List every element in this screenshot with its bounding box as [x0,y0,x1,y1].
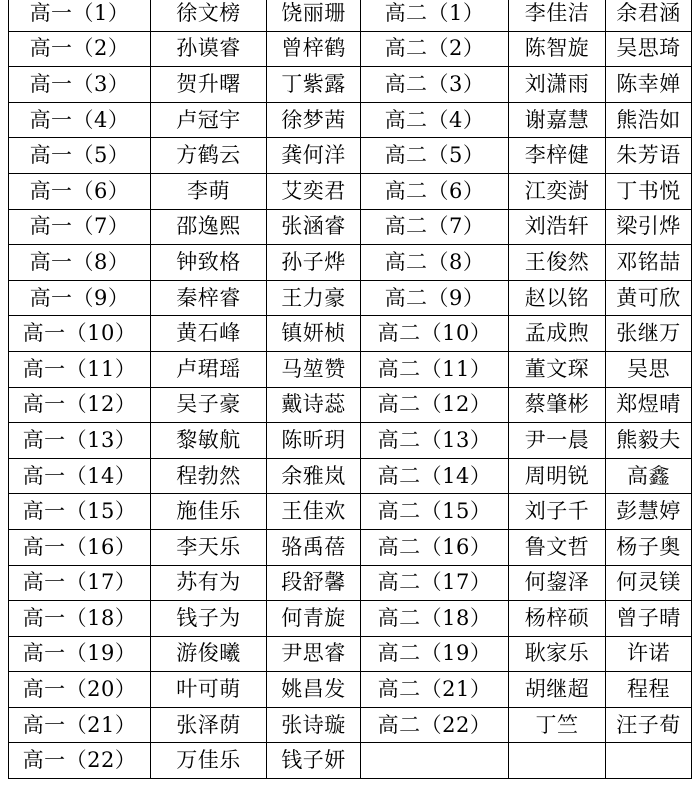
grade2-student-a-cell: 孟成煦 [509,316,606,352]
grade2-student-b-cell: 熊毅夫 [606,423,692,459]
table-row [9,672,692,708]
grade2-class-cell: 高二（22） [361,707,509,743]
grade2-class-cell: 高二（12） [361,387,509,423]
grade2-class-cell: 高二（10） [361,316,509,352]
table-row [9,494,692,530]
grade2-class-cell: 高二（14） [361,458,509,494]
grade2-student-b-cell: 黄可欣 [606,280,692,316]
grade1-class-cell: 高一（17） [9,565,151,601]
grade2-student-b-cell: 汪子荀 [606,707,692,743]
table-row [9,102,692,138]
grade1-student-a-cell: 李萌 [151,173,267,209]
grade2-class-cell: 高二（4） [361,102,509,138]
grade2-class-cell [361,743,509,779]
grade2-student-b-cell: 郑煜晴 [606,387,692,423]
table-row [9,458,692,494]
grade2-class-cell: 高二（17） [361,565,509,601]
grade1-student-a-cell: 施佳乐 [151,494,267,530]
grade1-student-b-cell: 丁紫露 [267,67,361,103]
grade1-class-cell: 高一（3） [9,67,151,103]
grade1-student-b-cell: 孙子烨 [267,245,361,281]
grade1-student-a-cell: 卢珺瑶 [151,351,267,387]
grade1-student-b-cell: 王力豪 [267,280,361,316]
grade1-student-b-cell: 曾梓鹤 [267,31,361,67]
grade1-student-b-cell: 余雅岚 [267,458,361,494]
grade2-student-b-cell: 曾子晴 [606,601,692,637]
table-row [9,67,692,103]
grade1-student-a-cell: 吴子豪 [151,387,267,423]
grade1-class-cell: 高一（7） [9,209,151,245]
grade1-student-b-cell: 段舒馨 [267,565,361,601]
grade1-student-b-cell: 艾奕君 [267,173,361,209]
table-row [9,138,692,174]
grade1-student-b-cell: 马堃赞 [267,351,361,387]
grade1-class-cell: 高一（9） [9,280,151,316]
grade2-student-b-cell: 梁引烨 [606,209,692,245]
grade2-student-a-cell: 丁竺 [509,707,606,743]
grade1-student-a-cell: 徐文榜 [151,0,267,31]
grade1-student-b-cell: 戴诗蕊 [267,387,361,423]
grade1-class-cell: 高一（2） [9,31,151,67]
grade1-student-b-cell: 镇妍桢 [267,316,361,352]
grade1-student-b-cell: 陈昕玥 [267,423,361,459]
grade2-student-b-cell: 高鑫 [606,458,692,494]
grade2-student-a-cell: 耿家乐 [509,636,606,672]
grade1-student-a-cell: 黎敏航 [151,423,267,459]
grade1-class-cell: 高一（20） [9,672,151,708]
grade2-class-cell: 高二（6） [361,173,509,209]
grade1-student-a-cell: 黄石峰 [151,316,267,352]
grade2-student-b-cell: 丁书悦 [606,173,692,209]
grade1-student-b-cell: 张诗璇 [267,707,361,743]
roster-body [9,0,692,779]
grade1-student-b-cell: 饶丽珊 [267,0,361,31]
grade2-class-cell: 高二（13） [361,423,509,459]
grade1-student-a-cell: 卢冠宇 [151,102,267,138]
grade2-student-a-cell: 何鋆泽 [509,565,606,601]
grade2-class-cell: 高二（18） [361,601,509,637]
table-row [9,423,692,459]
grade1-class-cell: 高一（15） [9,494,151,530]
grade2-student-a-cell: 周明锐 [509,458,606,494]
grade1-class-cell: 高一（13） [9,423,151,459]
grade1-student-b-cell: 骆禹蓓 [267,529,361,565]
grade2-student-a-cell: 赵以铭 [509,280,606,316]
grade1-student-a-cell: 李天乐 [151,529,267,565]
grade2-class-cell: 高二（21） [361,672,509,708]
class-roster-table [8,0,692,779]
grade2-student-a-cell: 李佳洁 [509,0,606,31]
table-row [9,529,692,565]
grade1-class-cell: 高一（6） [9,173,151,209]
table-row [9,351,692,387]
grade2-student-b-cell: 程程 [606,672,692,708]
grade1-student-b-cell: 徐梦茜 [267,102,361,138]
grade1-class-cell: 高一（1） [9,0,151,31]
table-row [9,280,692,316]
grade1-student-a-cell: 钟致格 [151,245,267,281]
grade1-student-a-cell: 万佳乐 [151,743,267,779]
grade2-student-b-cell: 朱芳语 [606,138,692,174]
grade2-class-cell: 高二（16） [361,529,509,565]
grade1-student-a-cell: 贺升曙 [151,67,267,103]
grade2-student-b-cell: 杨子奥 [606,529,692,565]
grade2-student-b-cell: 余君涵 [606,0,692,31]
grade2-class-cell: 高二（8） [361,245,509,281]
grade1-class-cell: 高一（12） [9,387,151,423]
grade1-student-b-cell: 姚昌发 [267,672,361,708]
grade1-student-a-cell: 邵逸熙 [151,209,267,245]
grade1-student-a-cell: 游俊曦 [151,636,267,672]
grade1-student-a-cell: 程勃然 [151,458,267,494]
grade2-class-cell: 高二（1） [361,0,509,31]
grade2-student-a-cell: 刘潇雨 [509,67,606,103]
grade2-student-a-cell [509,743,606,779]
grade1-class-cell: 高一（10） [9,316,151,352]
grade1-student-b-cell: 钱子妍 [267,743,361,779]
grade1-student-a-cell: 钱子为 [151,601,267,637]
grade2-student-a-cell: 蔡肇彬 [509,387,606,423]
grade2-student-a-cell: 王俊然 [509,245,606,281]
grade1-class-cell: 高一（11） [9,351,151,387]
table-row [9,743,692,779]
grade2-student-b-cell: 陈幸婵 [606,67,692,103]
table-row [9,601,692,637]
grade2-student-a-cell: 李梓健 [509,138,606,174]
grade2-class-cell: 高二（3） [361,67,509,103]
grade1-student-b-cell: 王佳欢 [267,494,361,530]
grade1-student-b-cell: 张涵睿 [267,209,361,245]
grade2-class-cell: 高二（7） [361,209,509,245]
grade1-class-cell: 高一（5） [9,138,151,174]
table-row [9,387,692,423]
table-row [9,31,692,67]
grade2-student-a-cell: 尹一晨 [509,423,606,459]
grade1-student-b-cell: 何青旋 [267,601,361,637]
grade1-student-a-cell: 孙谟睿 [151,31,267,67]
grade2-student-a-cell: 陈智旋 [509,31,606,67]
grade2-class-cell: 高二（9） [361,280,509,316]
grade2-student-b-cell: 吴思 [606,351,692,387]
grade1-class-cell: 高一（4） [9,102,151,138]
grade1-class-cell: 高一（14） [9,458,151,494]
grade1-class-cell: 高一（16） [9,529,151,565]
grade2-student-a-cell: 董文琛 [509,351,606,387]
grade2-student-b-cell: 熊浩如 [606,102,692,138]
grade1-student-a-cell: 秦梓睿 [151,280,267,316]
grade1-student-a-cell: 张泽荫 [151,707,267,743]
table-row [9,173,692,209]
grade2-student-a-cell: 刘子千 [509,494,606,530]
grade2-class-cell: 高二（15） [361,494,509,530]
grade2-student-a-cell: 鲁文哲 [509,529,606,565]
grade2-student-b-cell: 许诺 [606,636,692,672]
grade1-class-cell: 高一（19） [9,636,151,672]
grade2-class-cell: 高二（2） [361,31,509,67]
table-row [9,707,692,743]
table-row [9,316,692,352]
grade1-class-cell: 高一（18） [9,601,151,637]
grade2-student-a-cell: 刘浩轩 [509,209,606,245]
grade2-student-a-cell: 江奕澍 [509,173,606,209]
grade2-student-b-cell [606,743,692,779]
table-row [9,209,692,245]
grade2-student-b-cell: 张继万 [606,316,692,352]
grade1-student-b-cell: 尹思睿 [267,636,361,672]
grade1-class-cell: 高一（21） [9,707,151,743]
table-row [9,0,692,31]
grade2-student-a-cell: 谢嘉慧 [509,102,606,138]
grade2-class-cell: 高二（11） [361,351,509,387]
grade2-student-a-cell: 杨梓硕 [509,601,606,637]
grade2-student-b-cell: 邓铭喆 [606,245,692,281]
grade2-student-b-cell: 吴思琦 [606,31,692,67]
grade2-student-b-cell: 何灵镁 [606,565,692,601]
grade1-student-b-cell: 龚何洋 [267,138,361,174]
grade1-class-cell: 高一（8） [9,245,151,281]
grade1-class-cell: 高一（22） [9,743,151,779]
table-row [9,245,692,281]
grade1-student-a-cell: 方鹤云 [151,138,267,174]
grade2-student-a-cell: 胡继超 [509,672,606,708]
grade2-class-cell: 高二（5） [361,138,509,174]
table-row [9,565,692,601]
grade1-student-a-cell: 叶可萌 [151,672,267,708]
table-row [9,636,692,672]
grade1-student-a-cell: 苏有为 [151,565,267,601]
grade2-student-b-cell: 彭慧婷 [606,494,692,530]
grade2-class-cell: 高二（19） [361,636,509,672]
